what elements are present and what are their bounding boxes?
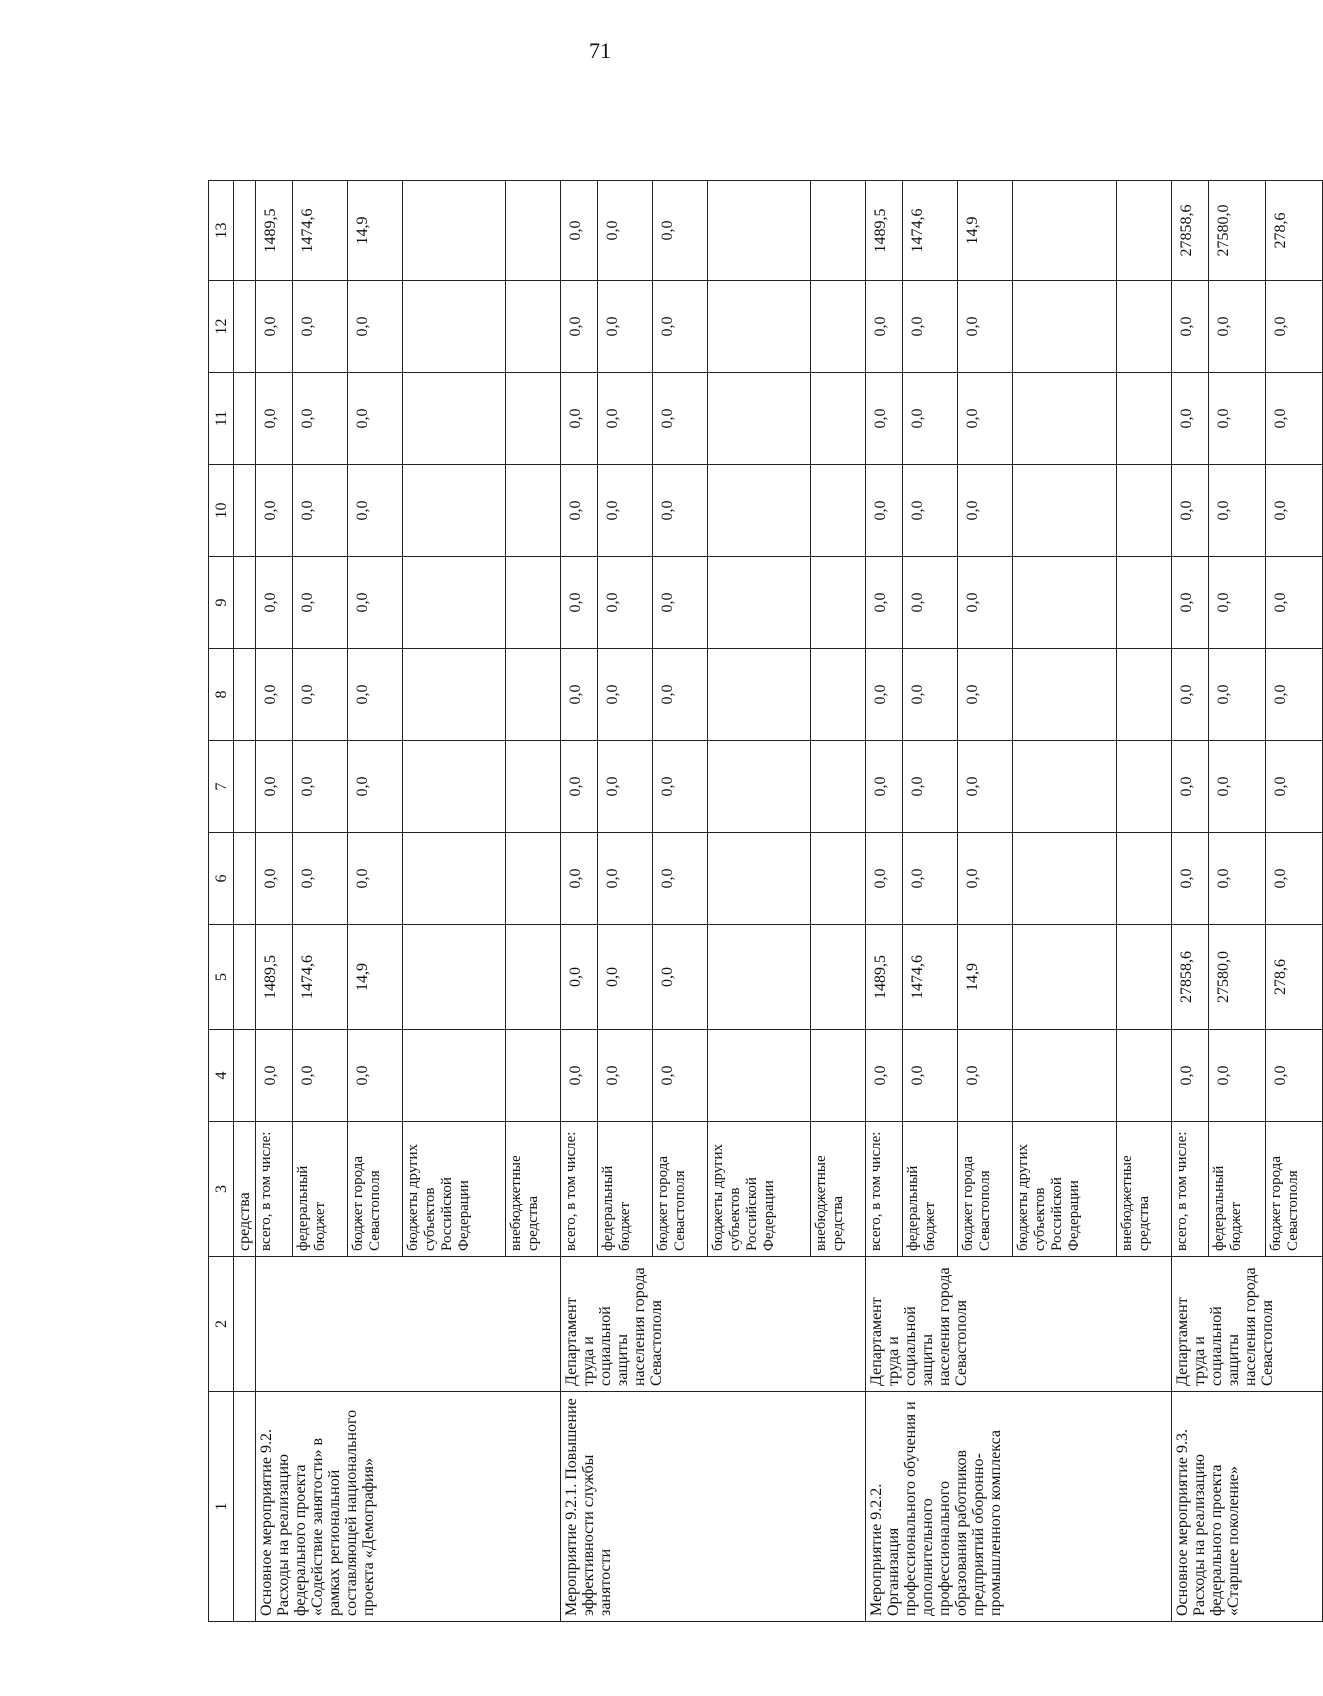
amount-cell [811, 465, 866, 557]
amount-cell [811, 741, 866, 833]
amount-cell: 0,0 [958, 281, 1013, 373]
amount-cell [1013, 281, 1116, 373]
amount-cell [708, 649, 811, 741]
amount-cell: 0,0 [1171, 465, 1209, 557]
table-cell [234, 281, 256, 373]
amount-cell: 0,0 [866, 741, 903, 833]
amount-cell: 0,0 [597, 373, 652, 465]
column-header: 1 [209, 1392, 234, 1622]
budget-table [208, 180, 1323, 1622]
amount-cell [708, 925, 811, 1030]
amount-cell: 0,0 [958, 373, 1013, 465]
amount-cell [708, 557, 811, 649]
amount-cell: 0,0 [347, 465, 402, 557]
amount-cell [1013, 649, 1116, 741]
amount-cell: 0,0 [256, 373, 293, 465]
amount-cell [708, 281, 811, 373]
amount-cell: 0,0 [1171, 281, 1209, 373]
amount-cell [506, 741, 561, 833]
amount-cell [1116, 833, 1171, 925]
amount-cell: 14,9 [958, 181, 1013, 281]
amount-cell [708, 181, 811, 281]
amount-cell: 0,0 [256, 741, 293, 833]
amount-cell: 0,0 [256, 649, 293, 741]
amount-cell [811, 281, 866, 373]
column-header: 6 [209, 833, 234, 925]
amount-cell: 0,0 [903, 465, 958, 557]
amount-cell [1116, 741, 1171, 833]
amount-cell: 0,0 [653, 741, 708, 833]
funding-source: всего, в том числе: [1171, 1122, 1209, 1257]
amount-cell: 0,0 [1266, 373, 1323, 465]
amount-cell: 0,0 [561, 649, 598, 741]
amount-cell: 0,0 [653, 281, 708, 373]
funding-source: федеральный бюджет [903, 1122, 958, 1257]
amount-cell: 0,0 [1266, 649, 1323, 741]
amount-cell [402, 925, 505, 1030]
column-header: 10 [209, 465, 234, 557]
amount-cell: 278,6 [1266, 925, 1323, 1030]
amount-cell [708, 833, 811, 925]
amount-cell: 0,0 [1266, 281, 1323, 373]
table-cell [234, 557, 256, 649]
amount-cell [811, 373, 866, 465]
amount-cell: 0,0 [1266, 557, 1323, 649]
activity-name: Основное мероприятие 9.3. Расходы на реализацию федерального проекта «Старшее поколение» [1171, 1392, 1322, 1622]
amount-cell [402, 741, 505, 833]
funding-source: внебюджетные средства [506, 1122, 561, 1257]
table-row [561, 181, 598, 1622]
table-cell [234, 741, 256, 833]
amount-cell: 0,0 [903, 649, 958, 741]
amount-cell [1116, 649, 1171, 741]
amount-cell: 0,0 [292, 1030, 347, 1122]
funding-source: бюджет города Севастополя [653, 1122, 708, 1257]
amount-cell: 0,0 [292, 649, 347, 741]
amount-cell [402, 465, 505, 557]
amount-cell [402, 649, 505, 741]
amount-cell: 0,0 [653, 833, 708, 925]
amount-cell: 0,0 [347, 373, 402, 465]
budget-table-rotated [208, 204, 1323, 1622]
funding-source: всего, в том числе: [866, 1122, 903, 1257]
continuation-row [234, 181, 256, 1622]
amount-cell: 0,0 [1171, 649, 1209, 741]
amount-cell: 0,0 [866, 281, 903, 373]
amount-cell: 0,0 [653, 373, 708, 465]
amount-cell: 0,0 [1209, 465, 1266, 557]
amount-cell [402, 1030, 505, 1122]
amount-cell: 278,6 [1266, 181, 1323, 281]
amount-cell [811, 833, 866, 925]
amount-cell: 1489,5 [866, 925, 903, 1030]
continuation-text: средства [234, 1122, 256, 1257]
amount-cell: 14,9 [347, 925, 402, 1030]
column-header: 3 [209, 1122, 234, 1257]
column-header: 9 [209, 557, 234, 649]
amount-cell: 1489,5 [866, 181, 903, 281]
amount-cell: 0,0 [561, 557, 598, 649]
amount-cell: 0,0 [561, 281, 598, 373]
amount-cell [1013, 925, 1116, 1030]
amount-cell: 0,0 [1171, 833, 1209, 925]
amount-cell: 0,0 [561, 181, 598, 281]
amount-cell: 0,0 [1171, 373, 1209, 465]
amount-cell: 0,0 [597, 833, 652, 925]
amount-cell [708, 1030, 811, 1122]
amount-cell: 0,0 [1209, 1030, 1266, 1122]
column-header: 2 [209, 1257, 234, 1392]
amount-cell [1116, 281, 1171, 373]
amount-cell: 0,0 [1209, 373, 1266, 465]
amount-cell: 0,0 [653, 465, 708, 557]
amount-cell [506, 281, 561, 373]
table-cell [234, 181, 256, 281]
column-number-row [209, 181, 234, 1622]
funding-source: внебюджетные средства [1116, 1122, 1171, 1257]
amount-cell: 14,9 [958, 925, 1013, 1030]
amount-cell: 0,0 [903, 741, 958, 833]
amount-cell [506, 181, 561, 281]
amount-cell: 0,0 [866, 649, 903, 741]
activity-name: Основное мероприятие 9.2. Расходы на реализацию федерального проекта «Содействие занятости» в рамках региональной составляющей национального проекта «Демография» [256, 1392, 561, 1622]
amount-cell: 0,0 [292, 281, 347, 373]
funding-source: бюджет города Севастополя [1266, 1122, 1323, 1257]
amount-cell: 0,0 [866, 465, 903, 557]
amount-cell: 1489,5 [256, 181, 293, 281]
amount-cell: 0,0 [1209, 833, 1266, 925]
amount-cell: 0,0 [256, 833, 293, 925]
amount-cell: 0,0 [561, 1030, 598, 1122]
amount-cell: 0,0 [653, 181, 708, 281]
amount-cell: 0,0 [866, 1030, 903, 1122]
amount-cell [402, 557, 505, 649]
amount-cell: 0,0 [1171, 1030, 1209, 1122]
funding-source: федеральный бюджет [292, 1122, 347, 1257]
amount-cell: 0,0 [347, 741, 402, 833]
column-header: 8 [209, 649, 234, 741]
amount-cell: 1474,6 [292, 925, 347, 1030]
amount-cell: 0,0 [561, 741, 598, 833]
amount-cell: 0,0 [597, 925, 652, 1030]
column-header: 4 [209, 1030, 234, 1122]
amount-cell: 0,0 [866, 557, 903, 649]
table-cell [234, 1257, 256, 1392]
amount-cell [708, 741, 811, 833]
amount-cell: 0,0 [903, 1030, 958, 1122]
amount-cell: 0,0 [347, 557, 402, 649]
amount-cell: 0,0 [256, 281, 293, 373]
amount-cell: 0,0 [561, 833, 598, 925]
activity-name: Мероприятие 9.2.1. Повышение эффективности службы занятости [561, 1392, 866, 1622]
amount-cell: 0,0 [597, 281, 652, 373]
amount-cell: 0,0 [653, 925, 708, 1030]
table-cell [234, 833, 256, 925]
amount-cell: 0,0 [958, 649, 1013, 741]
amount-cell: 0,0 [1171, 741, 1209, 833]
funding-source: бюджеты других субъектов Российской Федерации [708, 1122, 811, 1257]
executor: Департамент труда и социальной защиты населения города Севастополя [561, 1257, 866, 1392]
amount-cell: 27858,6 [1171, 181, 1209, 281]
table-row [1171, 181, 1209, 1622]
amount-cell: 0,0 [292, 741, 347, 833]
amount-cell: 0,0 [653, 1030, 708, 1122]
amount-cell: 0,0 [347, 1030, 402, 1122]
table-cell [234, 465, 256, 557]
amount-cell: 0,0 [292, 373, 347, 465]
amount-cell: 0,0 [597, 649, 652, 741]
amount-cell [1013, 557, 1116, 649]
executor: Департамент труда и социальной защиты населения города Севастополя [866, 1257, 1171, 1392]
amount-cell: 0,0 [903, 557, 958, 649]
amount-cell: 0,0 [256, 465, 293, 557]
amount-cell: 0,0 [256, 1030, 293, 1122]
amount-cell: 0,0 [1209, 281, 1266, 373]
funding-source: бюджеты других субъектов Российской Федерации [1013, 1122, 1116, 1257]
amount-cell [1116, 925, 1171, 1030]
amount-cell: 0,0 [1266, 1030, 1323, 1122]
amount-cell [506, 925, 561, 1030]
amount-cell [506, 833, 561, 925]
column-header: 13 [209, 181, 234, 281]
amount-cell [708, 373, 811, 465]
table-row [866, 181, 903, 1622]
amount-cell: 0,0 [597, 1030, 652, 1122]
amount-cell: 0,0 [561, 465, 598, 557]
amount-cell: 0,0 [561, 925, 598, 1030]
amount-cell: 0,0 [1209, 649, 1266, 741]
table-cell [234, 925, 256, 1030]
amount-cell [402, 181, 505, 281]
funding-source: всего, в том числе: [256, 1122, 293, 1257]
table-cell [234, 1030, 256, 1122]
amount-cell [402, 373, 505, 465]
page-number: 71 [589, 38, 611, 63]
amount-cell [1013, 741, 1116, 833]
funding-source: внебюджетные средства [811, 1122, 866, 1257]
amount-cell: 0,0 [561, 373, 598, 465]
amount-cell [1013, 181, 1116, 281]
amount-cell: 0,0 [256, 557, 293, 649]
executor: Департамент труда и социальной защиты населения города Севастополя [1171, 1257, 1322, 1392]
amount-cell: 0,0 [1171, 557, 1209, 649]
column-header: 12 [209, 281, 234, 373]
table-cell [234, 373, 256, 465]
amount-cell: 0,0 [958, 465, 1013, 557]
amount-cell: 0,0 [958, 741, 1013, 833]
amount-cell [1013, 373, 1116, 465]
amount-cell: 0,0 [903, 281, 958, 373]
amount-cell: 0,0 [292, 465, 347, 557]
funding-source: бюджет города Севастополя [958, 1122, 1013, 1257]
table-body [209, 181, 1323, 1622]
amount-cell: 0,0 [597, 557, 652, 649]
amount-cell: 0,0 [653, 649, 708, 741]
amount-cell [811, 925, 866, 1030]
table-cell [234, 1392, 256, 1622]
amount-cell: 14,9 [347, 181, 402, 281]
amount-cell [402, 833, 505, 925]
amount-cell: 1474,6 [903, 925, 958, 1030]
amount-cell: 27580,0 [1209, 925, 1266, 1030]
amount-cell [1013, 833, 1116, 925]
amount-cell [506, 557, 561, 649]
amount-cell: 0,0 [597, 465, 652, 557]
amount-cell [506, 1030, 561, 1122]
amount-cell [708, 465, 811, 557]
amount-cell: 0,0 [1266, 465, 1323, 557]
amount-cell: 0,0 [347, 649, 402, 741]
amount-cell [1116, 181, 1171, 281]
amount-cell [811, 1030, 866, 1122]
amount-cell: 0,0 [653, 557, 708, 649]
amount-cell [811, 649, 866, 741]
amount-cell: 0,0 [597, 181, 652, 281]
table-row [256, 181, 293, 1622]
amount-cell: 0,0 [866, 833, 903, 925]
funding-source: бюджет города Севастополя [347, 1122, 402, 1257]
amount-cell [1116, 557, 1171, 649]
amount-cell: 0,0 [292, 833, 347, 925]
amount-cell [811, 181, 866, 281]
amount-cell [1116, 465, 1171, 557]
funding-source: федеральный бюджет [1209, 1122, 1266, 1257]
amount-cell [1116, 373, 1171, 465]
amount-cell: 0,0 [1266, 741, 1323, 833]
executor [256, 1257, 561, 1392]
amount-cell: 0,0 [903, 373, 958, 465]
amount-cell: 0,0 [958, 833, 1013, 925]
table-cell [234, 649, 256, 741]
amount-cell [1013, 465, 1116, 557]
amount-cell: 0,0 [1266, 833, 1323, 925]
amount-cell: 1474,6 [292, 181, 347, 281]
amount-cell: 0,0 [958, 557, 1013, 649]
funding-source: бюджеты других субъектов Российской Федерации [402, 1122, 505, 1257]
amount-cell: 0,0 [958, 1030, 1013, 1122]
amount-cell: 27858,6 [1171, 925, 1209, 1030]
amount-cell [1116, 1030, 1171, 1122]
amount-cell [811, 557, 866, 649]
column-header: 5 [209, 925, 234, 1030]
amount-cell: 0,0 [347, 833, 402, 925]
column-header: 7 [209, 741, 234, 833]
amount-cell: 0,0 [1209, 741, 1266, 833]
amount-cell: 1489,5 [256, 925, 293, 1030]
amount-cell [506, 465, 561, 557]
funding-source: всего, в том числе: [561, 1122, 598, 1257]
amount-cell: 0,0 [903, 833, 958, 925]
funding-source: федеральный бюджет [597, 1122, 652, 1257]
amount-cell [1013, 1030, 1116, 1122]
amount-cell: 27580,0 [1209, 181, 1266, 281]
amount-cell: 0,0 [1209, 557, 1266, 649]
amount-cell: 0,0 [597, 741, 652, 833]
amount-cell [506, 649, 561, 741]
amount-cell [506, 373, 561, 465]
amount-cell [402, 281, 505, 373]
column-header: 11 [209, 373, 234, 465]
amount-cell: 0,0 [866, 373, 903, 465]
amount-cell: 1474,6 [903, 181, 958, 281]
amount-cell: 0,0 [292, 557, 347, 649]
amount-cell: 0,0 [347, 281, 402, 373]
activity-name: Мероприятие 9.2.2. Организация профессионального обучения и дополнительного профессионального образования работников предприятий оборонно-промышленного комплекса [866, 1392, 1171, 1622]
